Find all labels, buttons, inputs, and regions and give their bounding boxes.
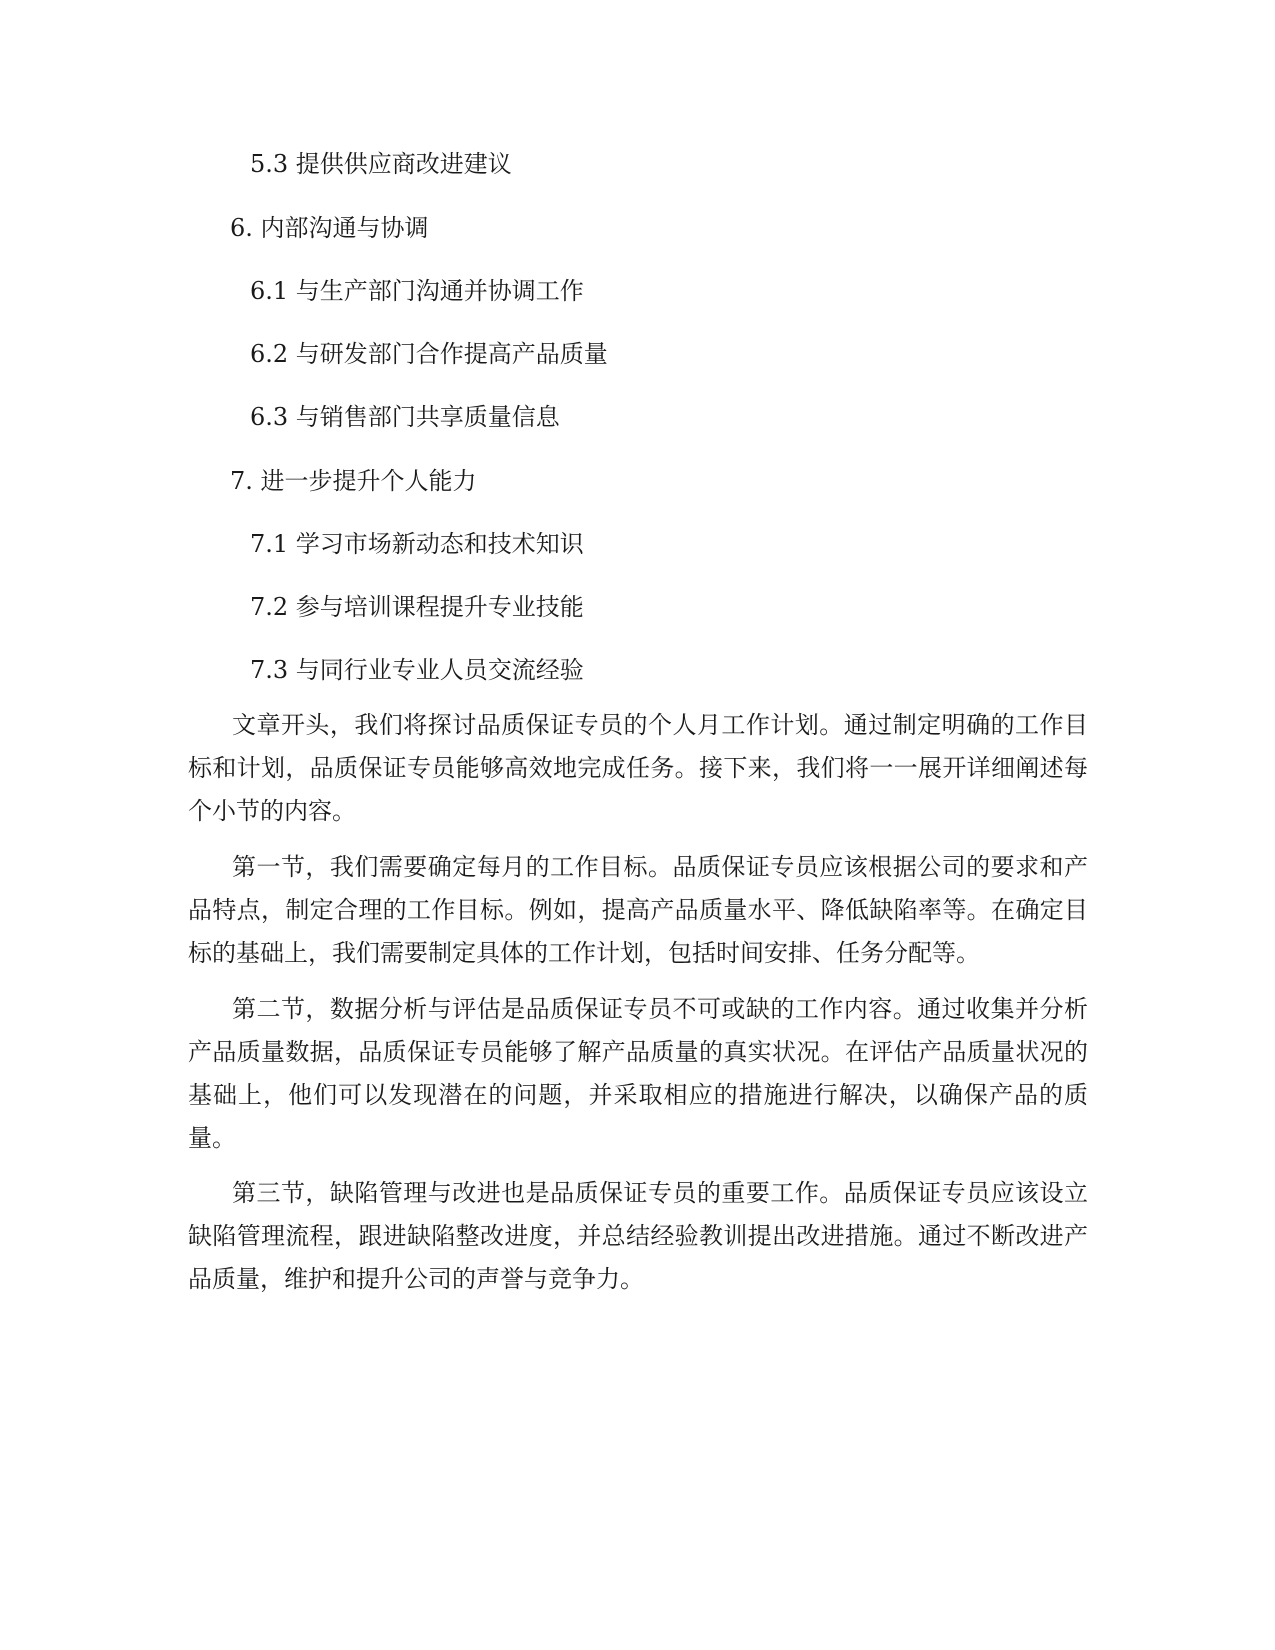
outline-item-5-3: 5.3 提供供应商改进建议 [250, 150, 512, 178]
outline-item-6-1: 6.1 与生产部门沟通并协调工作 [250, 277, 584, 305]
outline-item-7-2: 7.2 参与培训课程提升专业技能 [250, 593, 584, 621]
outline-item-6-3: 6.3 与销售部门共享质量信息 [250, 403, 560, 431]
outline-item-6-2: 6.2 与研发部门合作提高产品质量 [250, 340, 608, 368]
body-paragraph-section-1: 第一节，我们需要确定每月的工作目标。品质保证专员应该根据公司的要求和产品特点，制定合理的工作目标。例如，提高产品质量水平、降低缺陷率等。在确定目标的基础上，我们需要制定具体的工作计划，包括时间安排、任务分配等。 [188, 853, 1088, 967]
body-paragraph-section-2: 第二节，数据分析与评估是品质保证专员不可或缺的工作内容。通过收集并分析产品质量数据，品质保证专员能够了解产品质量的真实状况。在评估产品质量状况的基础上，他们可以发现潜在的问题，并采取相应的措施进行解决，以确保产品的质量。 [188, 995, 1088, 1152]
body-paragraph-intro: 文章开头，我们将探讨品质保证专员的个人月工作计划。通过制定明确的工作目标和计划，品质保证专员能够高效地完成任务。接下来，我们将一一展开详细阐述每个小节的内容。 [188, 711, 1088, 825]
outline-heading-7: 7. 进一步提升个人能力 [230, 467, 477, 495]
outline-item-7-1: 7.1 学习市场新动态和技术知识 [250, 530, 584, 558]
outline-heading-6: 6. 内部沟通与协调 [230, 214, 429, 242]
body-paragraph-section-3: 第三节，缺陷管理与改进也是品质保证专员的重要工作。品质保证专员应该设立缺陷管理流程，跟进缺陷整改进度，并总结经验教训提出改进措施。通过不断改进产品质量，维护和提升公司的声誉与竞争力。 [188, 1179, 1088, 1293]
outline-item-7-3: 7.3 与同行业专业人员交流经验 [250, 656, 584, 684]
